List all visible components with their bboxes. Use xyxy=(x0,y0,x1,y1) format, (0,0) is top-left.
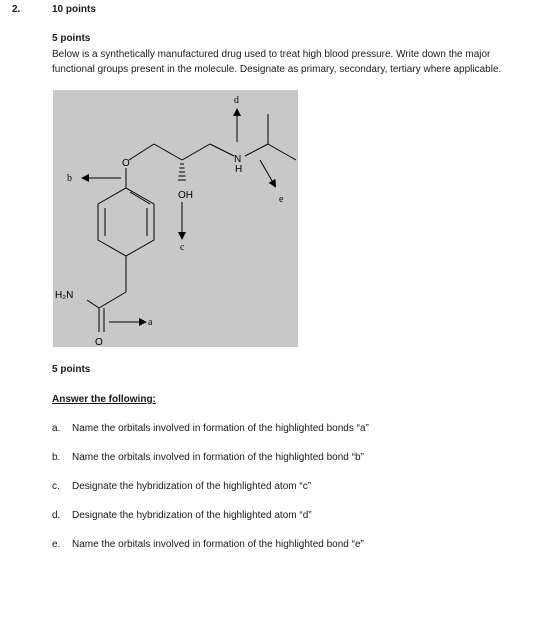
item-text: Name the orbitals involved in formation of the highlighted bond “e” xyxy=(72,539,364,550)
bond xyxy=(129,144,154,160)
question-item xyxy=(52,452,522,466)
molecule-structure xyxy=(53,90,298,347)
atom-nh2: H₂N xyxy=(55,290,74,301)
ring-double-bond xyxy=(130,192,150,204)
benzene-ring xyxy=(98,188,154,256)
atom-h: H xyxy=(235,164,243,175)
question-number: 2. xyxy=(12,4,21,15)
part1-points: 5 points xyxy=(52,33,91,44)
question-item xyxy=(52,510,522,524)
label-b: b xyxy=(67,173,72,184)
item-text: Designate the hybridization of the highlighted atom “c” xyxy=(72,481,312,492)
hashed-bond xyxy=(178,164,186,180)
label-d: d xyxy=(234,95,239,106)
item-letter: d. xyxy=(52,510,61,521)
atom-n: N xyxy=(234,154,242,165)
label-a: a xyxy=(148,317,153,328)
question-item xyxy=(52,423,522,437)
bond xyxy=(210,144,234,156)
arrow-e xyxy=(260,160,275,186)
item-text: Name the orbitals involved in formation of the highlighted bonds “a” xyxy=(72,423,369,434)
item-text: Name the orbitals involved in formation of the highlighted bond “b” xyxy=(72,452,364,463)
atom-o-carbonyl: O xyxy=(95,337,103,347)
question-points: 10 points xyxy=(52,4,96,15)
amine-bond xyxy=(87,300,99,308)
atom-o-ether: O xyxy=(122,158,130,169)
item-letter: e. xyxy=(52,539,61,550)
question-item xyxy=(52,481,522,495)
atom-oh: OH xyxy=(178,190,193,201)
instructions-text: Below is a synthetically manufactured drug used to treat high blood pressure. Write down the major functional groups present in the molecule. Designate as primary, secondary, tertiary where applicable. xyxy=(52,49,502,75)
item-text: Designate the hybridization of the highlighted atom “d” xyxy=(72,510,312,521)
bond xyxy=(268,144,296,160)
item-letter: c. xyxy=(52,481,60,492)
answer-heading: Answer the following: xyxy=(52,394,156,405)
molecule-figure xyxy=(53,90,298,347)
label-c: c xyxy=(180,242,185,253)
question-item xyxy=(52,539,522,553)
label-e: e xyxy=(279,194,284,205)
part2-points: 5 points xyxy=(52,364,91,375)
bond xyxy=(99,292,126,308)
item-letter: b. xyxy=(52,452,61,463)
bond xyxy=(245,144,268,156)
bond xyxy=(154,144,182,160)
item-letter: a. xyxy=(52,423,61,434)
bond xyxy=(182,144,210,160)
